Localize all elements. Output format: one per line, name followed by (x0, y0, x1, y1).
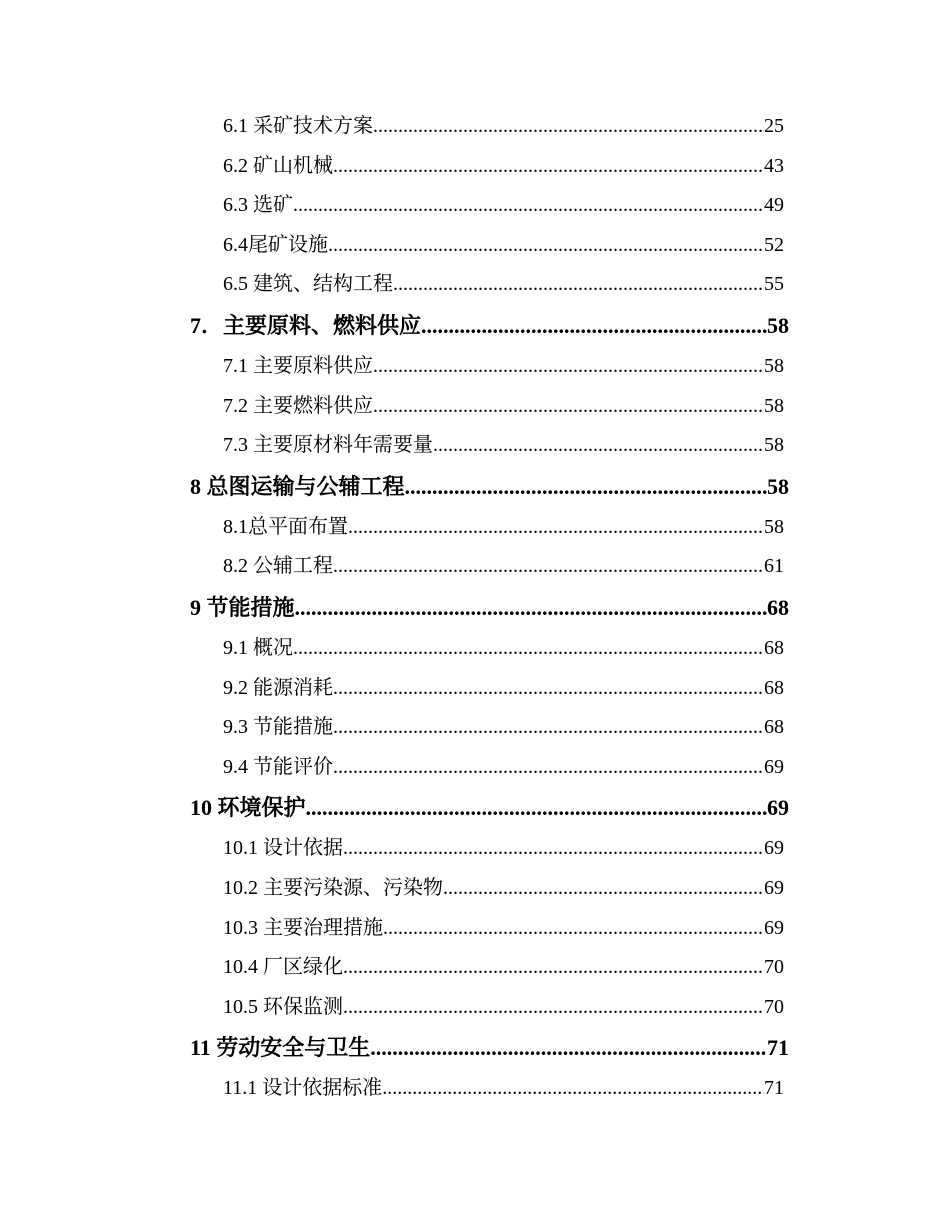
toc-entry-9-2[interactable] (223, 669, 784, 709)
toc-page-number: 68 (764, 716, 784, 739)
toc-entry-11-1[interactable] (223, 1069, 784, 1109)
dot-leader (383, 909, 764, 949)
toc-page-number: 58 (767, 473, 789, 499)
toc-entry-label: 11 劳动安全与卫生 (190, 1035, 371, 1061)
table-of-contents (0, 107, 950, 1109)
toc-page-number: 58 (767, 312, 789, 338)
dot-leader (306, 787, 767, 829)
toc-page-number: 68 (764, 676, 784, 699)
dot-leader (293, 629, 764, 669)
dot-leader (393, 265, 764, 305)
toc-entry-10-1[interactable] (223, 829, 784, 869)
toc-page-number: 55 (764, 273, 784, 296)
toc-entry-label: 10.2 主要污染源、污染物 (223, 876, 443, 899)
toc-entry-6-5[interactable] (223, 265, 784, 305)
dot-leader (343, 829, 764, 869)
toc-page-number: 25 (764, 115, 784, 137)
toc-entry-label: 6.3 选矿 (223, 194, 293, 217)
toc-page-number: 70 (764, 995, 784, 1018)
toc-page-number: 52 (764, 233, 784, 256)
toc-entry-label: 8 总图运输与公辅工程 (190, 473, 405, 499)
dot-leader (373, 387, 764, 427)
toc-entry-label: 11.1 设计依据标准 (223, 1077, 383, 1100)
toc-entry-label: 6.5 建筑、结构工程 (223, 273, 393, 296)
toc-entry-label: 10.1 设计依据 (223, 837, 343, 860)
toc-entry-label: 7．主要原料、燃料供应 (190, 312, 422, 338)
dot-leader (405, 466, 767, 508)
toc-entry-6-3[interactable] (223, 186, 784, 226)
dot-leader (348, 508, 764, 548)
toc-entry-9[interactable] (190, 587, 789, 629)
toc-entry-9-4[interactable] (223, 748, 784, 788)
dot-leader (343, 988, 764, 1028)
toc-page-number: 43 (764, 154, 784, 177)
toc-entry-label: 9.3 节能措施 (223, 716, 333, 739)
toc-page-number: 69 (767, 795, 789, 821)
toc-entry-label: 10.4 厂区绿化 (223, 956, 343, 979)
toc-page-number: 69 (764, 837, 784, 860)
toc-entry-label: 9.4 节能评价 (223, 755, 333, 778)
dot-leader (421, 305, 767, 347)
toc-entry-8-1[interactable] (223, 508, 784, 548)
dot-leader (333, 708, 764, 748)
toc-entry-10-5[interactable] (223, 988, 784, 1028)
dot-leader (333, 748, 764, 788)
toc-entry-11[interactable] (190, 1027, 789, 1069)
toc-entry-label: 10.5 环保监测 (223, 995, 343, 1018)
toc-entry-6-2[interactable] (223, 147, 784, 187)
toc-entry-label: 7.2 主要燃料供应 (223, 394, 373, 417)
toc-page-number: 58 (764, 354, 784, 377)
toc-page-number: 58 (764, 515, 784, 538)
dot-leader (343, 948, 764, 988)
toc-page-number: 68 (764, 636, 784, 659)
toc-entry-7-2[interactable] (223, 387, 784, 427)
toc-entry-label: 9.1 概况 (223, 636, 293, 659)
toc-entry-label: 6.4尾矿设施 (223, 233, 328, 256)
dot-leader (373, 107, 764, 147)
toc-entry-label: 6.2 矿山机械 (223, 154, 333, 177)
toc-entry-label: 7.3 主要原材料年需要量 (223, 434, 433, 457)
toc-page-number: 69 (764, 916, 784, 939)
toc-entry-7-3[interactable] (223, 426, 784, 466)
toc-entry-label: 10.3 主要治理措施 (223, 916, 383, 939)
toc-page-number: 68 (767, 594, 789, 620)
dot-leader (373, 347, 764, 387)
toc-entry-label: 7.1 主要原料供应 (223, 354, 373, 377)
toc-entry-6-1[interactable] (223, 107, 784, 147)
toc-entry-label: 6.1 采矿技术方案 (223, 115, 373, 137)
dot-leader (443, 869, 764, 909)
toc-entry-10-3[interactable] (223, 909, 784, 949)
dot-leader (293, 186, 764, 226)
toc-entry-6-4[interactable] (223, 226, 784, 266)
dot-leader (382, 1069, 764, 1109)
toc-entry-10-2[interactable] (223, 869, 784, 909)
toc-page-number: 71 (764, 1077, 784, 1100)
toc-entry-8[interactable] (190, 466, 789, 508)
toc-entry-7[interactable] (190, 305, 789, 347)
toc-page-number: 61 (764, 555, 784, 578)
toc-page-number: 69 (764, 755, 784, 778)
dot-leader (333, 547, 764, 587)
toc-page-number: 71 (767, 1035, 789, 1061)
toc-page-number: 58 (764, 394, 784, 417)
dot-leader (333, 669, 764, 709)
toc-entry-10[interactable] (190, 787, 789, 829)
toc-entry-label: 8.1总平面布置 (223, 515, 348, 538)
dot-leader (433, 426, 764, 466)
dot-leader (328, 226, 764, 266)
dot-leader (333, 147, 764, 187)
toc-page-number: 70 (764, 956, 784, 979)
toc-entry-9-1[interactable] (223, 629, 784, 669)
dot-leader (295, 587, 767, 629)
toc-entry-label: 8.2 公辅工程 (223, 555, 333, 578)
toc-page-number: 69 (764, 876, 784, 899)
toc-entry-7-1[interactable] (223, 347, 784, 387)
toc-page-number: 58 (764, 434, 784, 457)
toc-entry-label: 10 环境保护 (190, 795, 306, 821)
dot-leader (370, 1027, 767, 1069)
toc-page-number: 49 (764, 194, 784, 217)
toc-entry-10-4[interactable] (223, 948, 784, 988)
toc-entry-label: 9.2 能源消耗 (223, 676, 333, 699)
toc-entry-9-3[interactable] (223, 708, 784, 748)
toc-entry-label: 9 节能措施 (190, 594, 295, 620)
toc-entry-8-2[interactable] (223, 547, 784, 587)
